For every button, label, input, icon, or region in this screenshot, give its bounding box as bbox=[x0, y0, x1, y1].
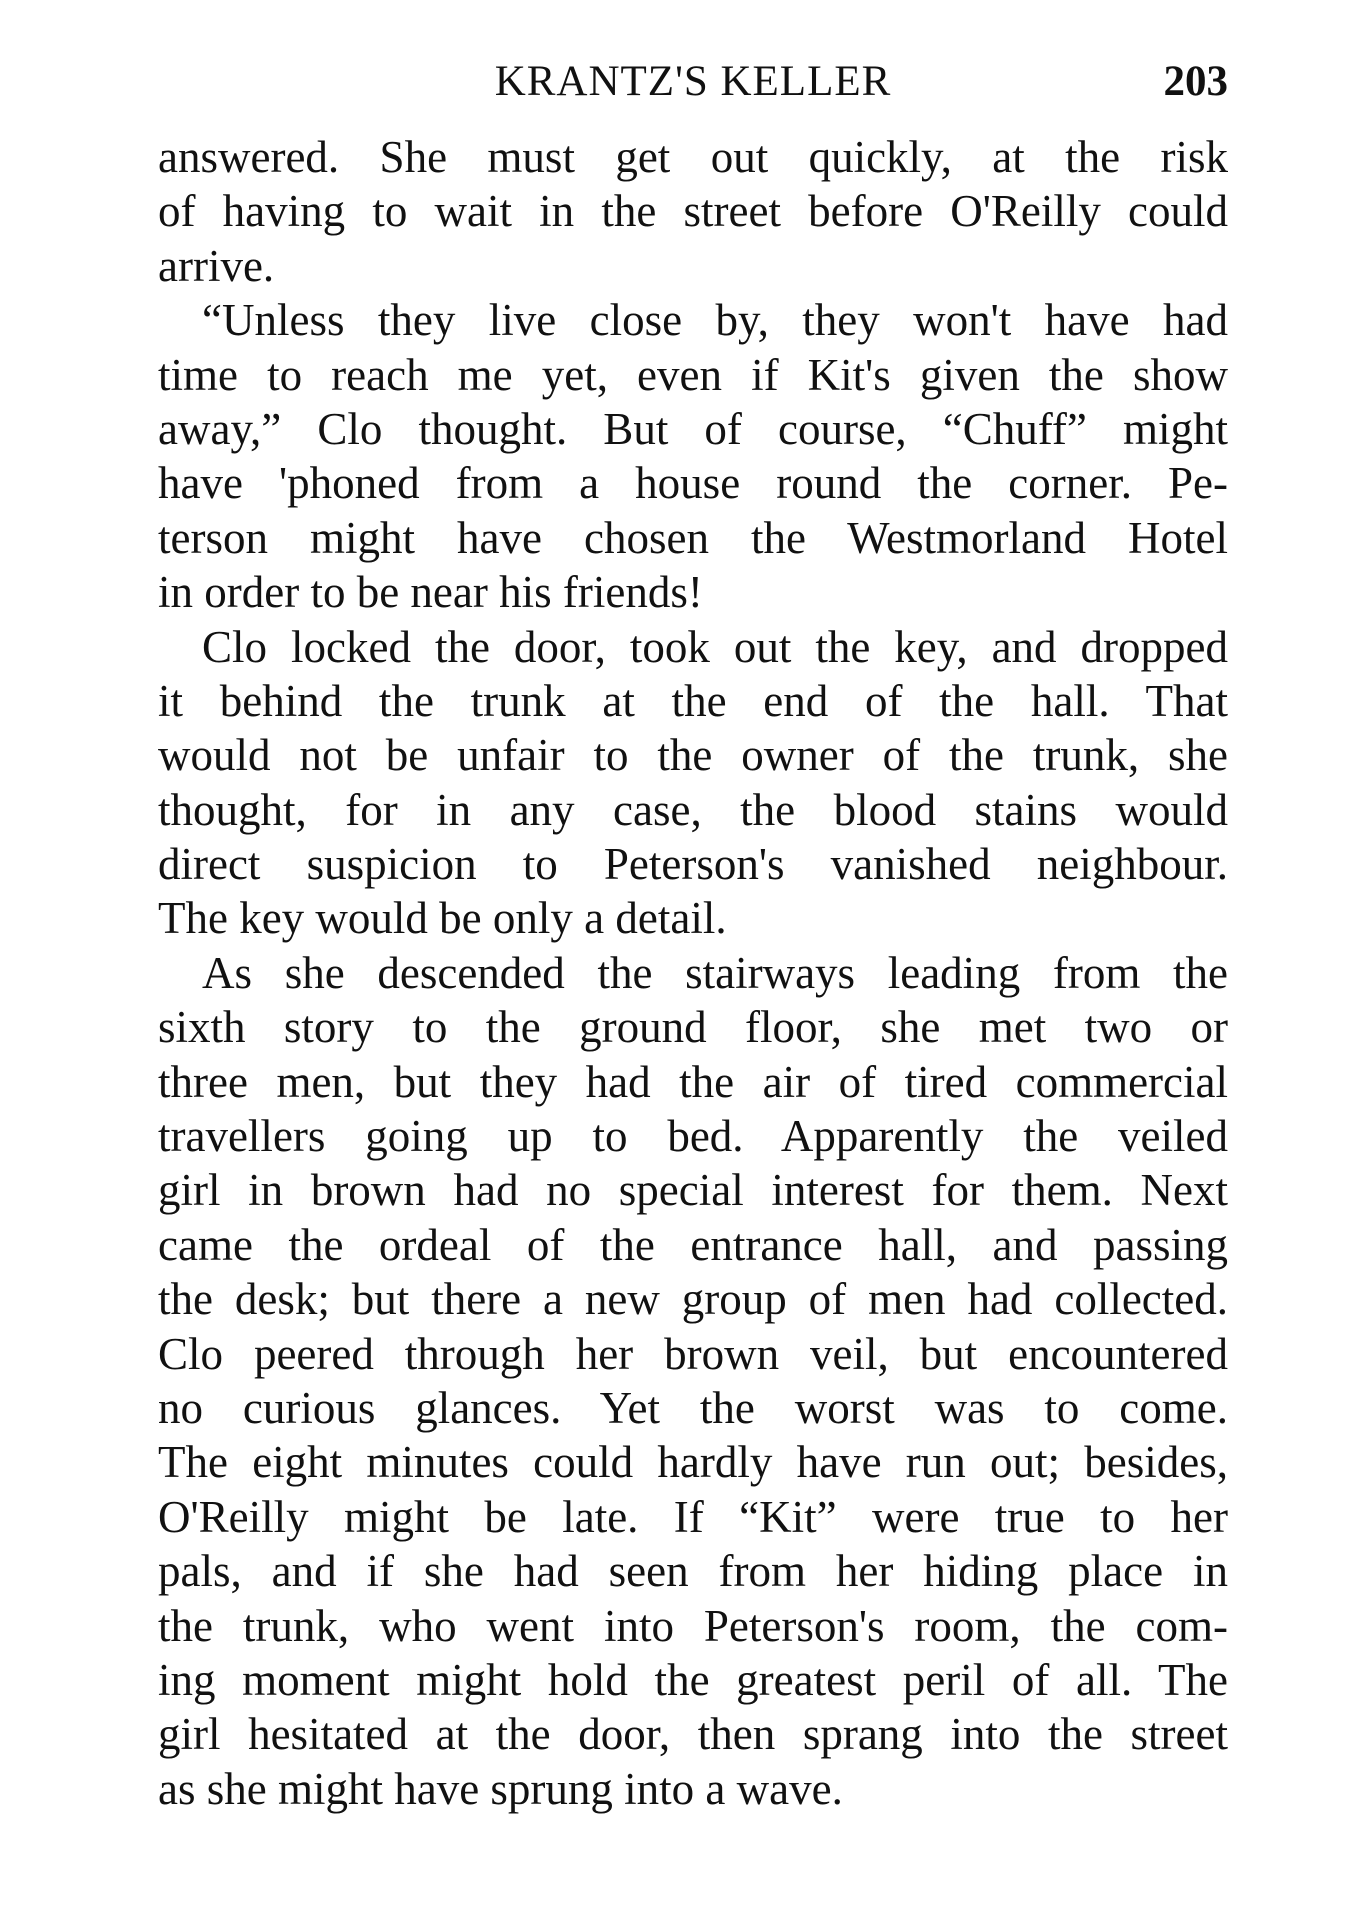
text-line: girl hesitated at the door, then sprang into the street bbox=[158, 1709, 1228, 1760]
body-text bbox=[158, 130, 1228, 1816]
text-line: came the ordeal of the entrance hall, and passing bbox=[158, 1219, 1228, 1270]
text-line: “Unless they live close by, they won't have had bbox=[202, 295, 1228, 346]
text-line: it behind the trunk at the end of the hall. That bbox=[158, 675, 1228, 726]
running-head bbox=[158, 52, 1228, 112]
text-line: thought, for in any case, the blood stains would bbox=[158, 784, 1228, 835]
text-line: time to reach me yet, even if Kit's given the show bbox=[158, 349, 1228, 400]
text-line: sixth story to the ground floor, she met two or bbox=[158, 1002, 1228, 1053]
text-line: travellers going up to bed. Apparently the veiled bbox=[158, 1111, 1228, 1162]
text-line: would not be unfair to the owner of the trunk, she bbox=[158, 730, 1228, 781]
text-line: terson might have chosen the Westmorland Hotel bbox=[158, 512, 1228, 563]
text-line: girl in brown had no special interest for them. Next bbox=[158, 1165, 1228, 1216]
text-line: have 'phoned from a house round the corner. Pe- bbox=[158, 458, 1228, 509]
text-line: three men, but they had the air of tired commercial bbox=[158, 1056, 1228, 1107]
text-line: the desk; but there a new group of men had collected. bbox=[158, 1274, 1228, 1325]
text-line: As she descended the stairways leading from the bbox=[202, 947, 1228, 998]
text-line: Clo peered through her brown veil, but encountered bbox=[158, 1328, 1228, 1379]
page-number: 203 bbox=[1163, 58, 1228, 105]
text-line: pals, and if she had seen from her hiding place in bbox=[158, 1546, 1228, 1597]
text-line: arrive. bbox=[158, 240, 275, 291]
text-line: of having to wait in the street before O'Reilly could bbox=[158, 186, 1228, 237]
text-line: the trunk, who went into Peterson's room, the com- bbox=[158, 1600, 1228, 1651]
text-line: no curious glances. Yet the worst was to come. bbox=[158, 1382, 1228, 1433]
text-line: Clo locked the door, took out the key, and dropped bbox=[202, 621, 1228, 672]
text-line: away,” Clo thought. But of course, “Chuff” might bbox=[158, 403, 1228, 454]
text-line: ing moment might hold the greatest peril of all. The bbox=[158, 1654, 1228, 1705]
text-line: in order to be near his friends! bbox=[158, 567, 703, 618]
text-line: direct suspicion to Peterson's vanished neighbour. bbox=[158, 839, 1228, 890]
running-title: KRANTZ'S KELLER bbox=[494, 58, 892, 105]
text-line: The eight minutes could hardly have run out; besides, bbox=[158, 1437, 1228, 1488]
text-line: as she might have sprung into a wave. bbox=[158, 1763, 843, 1814]
text-line: O'Reilly might be late. If “Kit” were true to her bbox=[158, 1491, 1228, 1542]
text-line: The key would be only a detail. bbox=[158, 893, 727, 944]
text-line: answered. She must get out quickly, at the risk bbox=[158, 132, 1228, 182]
